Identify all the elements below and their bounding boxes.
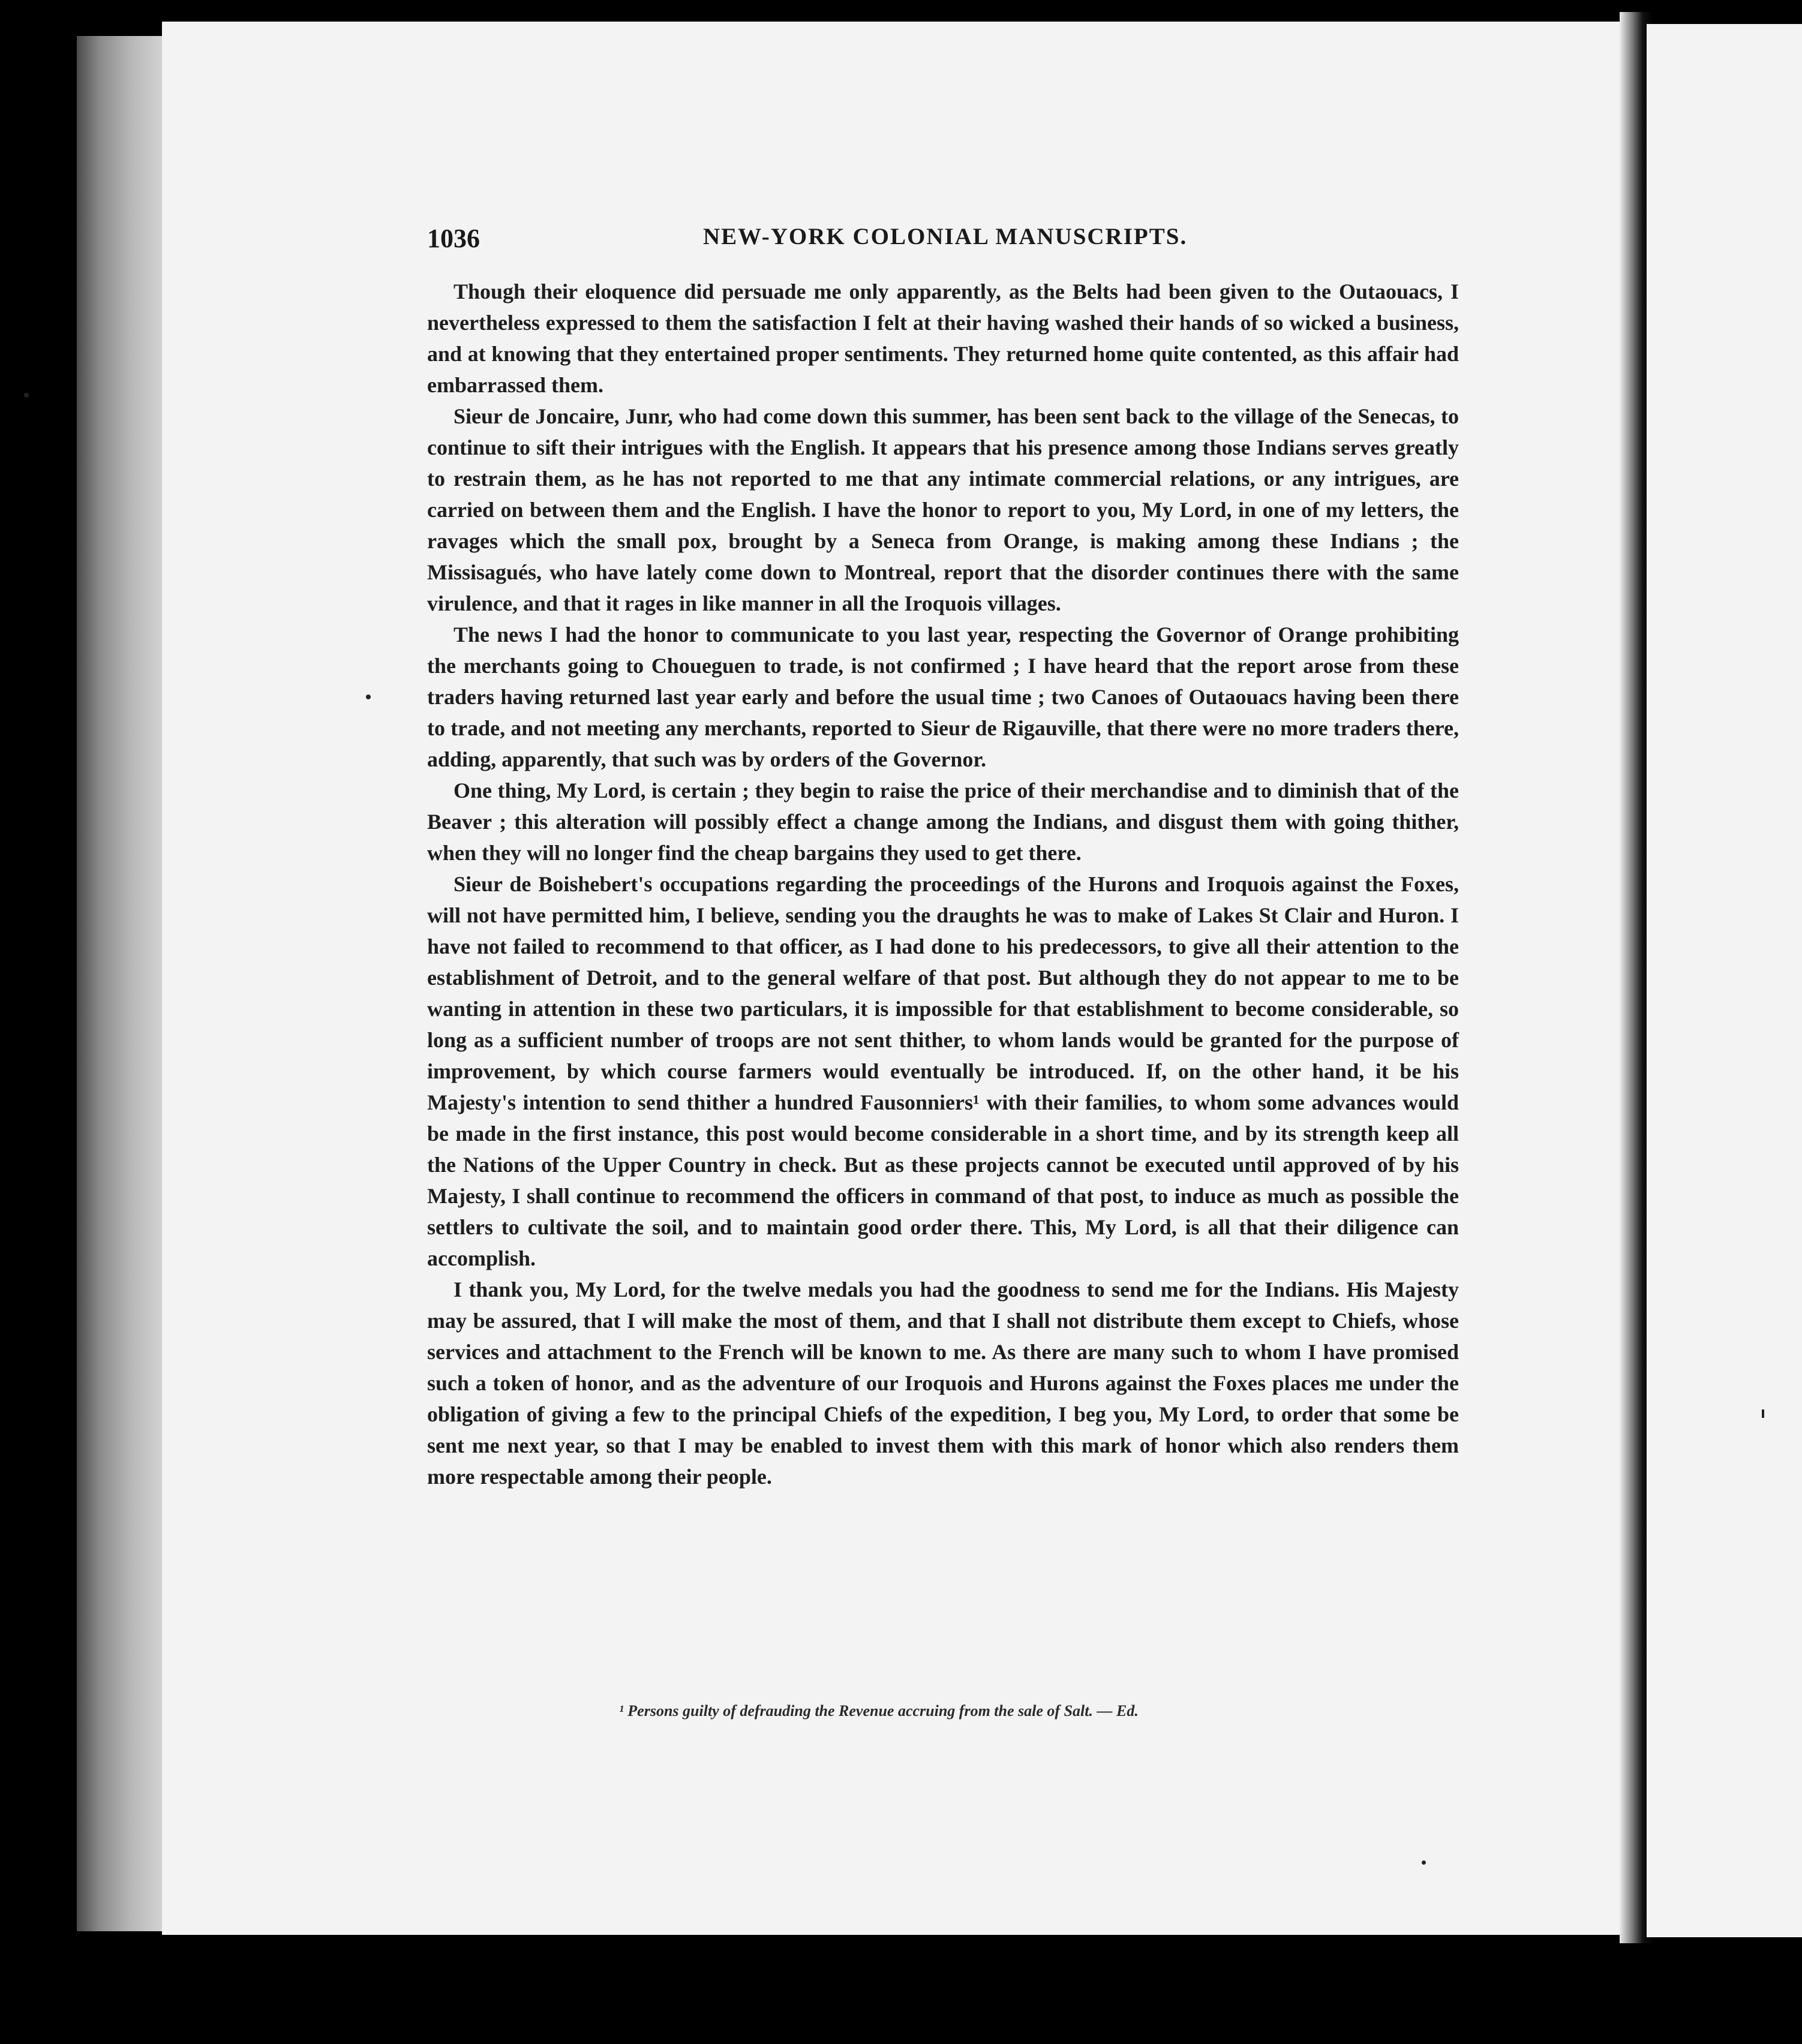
margin-mark: [1762, 1409, 1764, 1418]
body-text: [427, 276, 1459, 1703]
footnote: ¹ Persons guilty of defrauding the Revenue accruing from the sale of Salt. — Ed.: [619, 1702, 1139, 1720]
margin-mark: [1422, 1860, 1426, 1865]
facing-page-edge: [1647, 24, 1802, 1937]
book-page-edges: [77, 36, 167, 1931]
paragraph: One thing, My Lord, is certain ; they begin to raise the price of their merchandise and to diminish that of the Beaver ; this alteration will possibly effect a change among the Indians, and disgust them with going thither, when they will no longer find the cheap bargains they used to get there.: [427, 778, 1459, 865]
margin-mark: [366, 695, 371, 699]
page-header: [427, 223, 1459, 265]
page-number: 1036: [427, 224, 480, 253]
paragraph: Sieur de Boishebert's occupations regarding the proceedings of the Hurons and Iroquois against the Foxes, will not have permitted him, I believe, sending you the draughts he was to make of Lakes St Clair and Huron. I have not failed to recommend to that officer, as I had done to his predecessors, to give all their attention to the establishment of Detroit, and to the general welfare of that post. But although they do not appear to me to be wanting in attention in these two particulars, it is impossible for that establishment to become considerable, so long as a sufficient number of troops are not sent thither, to whom lands would be granted for the purpose of improvement, by which course farmers would eventually be introduced. If, on the other hand, it be his Majesty's intention to send thither a hundred Fausonniers¹ with their families, to whom some advances would be made in the first instance, this post would become considerable in a short time, and by its strength keep all the Nations of the Upper Country in check. But as these projects cannot be executed until approved of by his Majesty, I shall continue to recommend the officers in command of that post, to induce as much as possible the settlers to cultivate the soil, and to maintain good order there. This, My Lord, is all that their diligence can accomplish.: [427, 872, 1459, 1270]
paragraph: Though their eloquence did persuade me only apparently, as the Belts had been given to the Outaouacs, I nevertheless expressed to them the satisfaction I felt at their having washed their hands of so wicked a business, and at knowing that they entertained proper sentiments. They returned home quite contented, as this affair had embarrassed them.: [427, 279, 1459, 397]
paragraph: I thank you, My Lord, for the twelve medals you had the goodness to send me for the Indians. His Majesty may be assured, that I will make the most of them, and that I shall not distribute them except to Chiefs, whose services and attachment to the French will be known to me. As there are many such to whom I have promised such a token of honor, and as the adventure of our Iroquois and Hurons against the Foxes places me under the obligation of giving a few to the principal Chiefs of the expedition, I beg you, My Lord, to order that some be sent me next year, so that I may be enabled to invest them with this mark of honor which also renders them more respectable among their people.: [427, 1278, 1459, 1489]
running-title: NEW-YORK COLONIAL MANUSCRIPTS.: [703, 224, 1188, 250]
paragraph: Sieur de Joncaire, Junr, who had come down this summer, has been sent back to the village of the Senecas, to continue to sift their intrigues with the English. It appears that his presence among those Indians serves greatly to restrain them, as he has not reported to me that any intimate commercial relations, or any intrigues, are carried on between them and the English. I have the honor to report to you, My Lord, in one of my letters, the ravages which the small pox, brought by a Seneca from Orange, is making among these Indians ; the Missisagués, who have lately come down to Montreal, report that the disorder continues there with the same virulence, and that it rages in like manner in all the Iroquois villages.: [427, 404, 1459, 615]
margin-mark: [24, 393, 29, 398]
paragraph: The news I had the honor to communicate to you last year, respecting the Governor of Orange prohibiting the merchants going to Choueguen to trade, is not confirmed ; I have heard that the report arose from these traders having returned last year early and before the usual time ; two Canoes of Outaouacs having been there to trade, and not meeting any merchants, reported to Sieur de Rigauville, that there were no more traders there, adding, apparently, that such was by orders of the Governor.: [427, 623, 1459, 771]
